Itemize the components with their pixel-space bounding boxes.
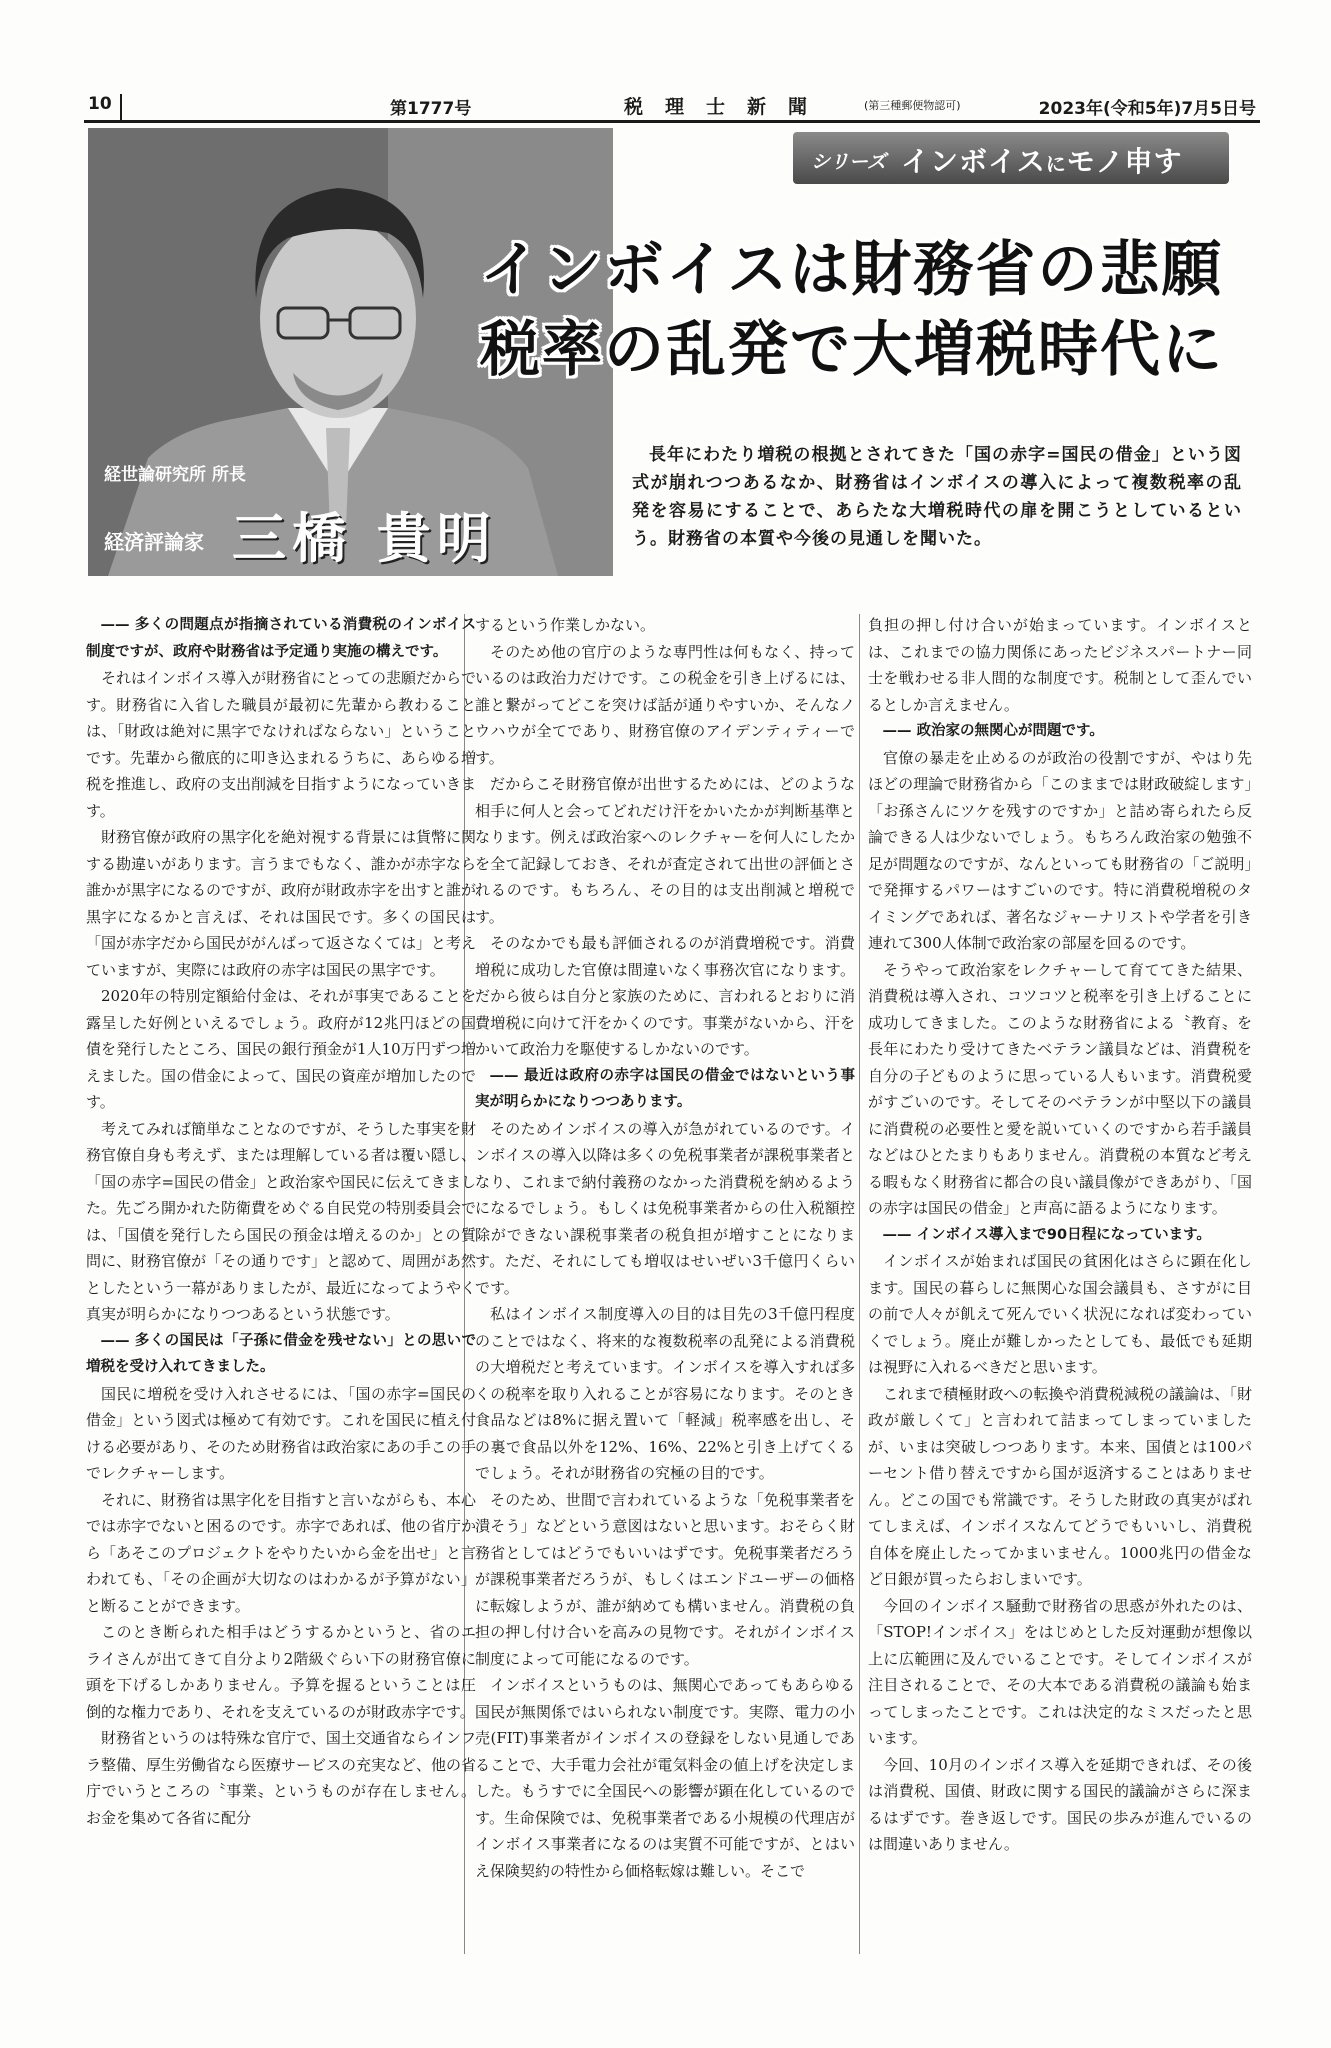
interview-question: —— 多くの問題点が指摘されている消費税のインボイス制度ですが、政府や財務省は予定通り実施の構えです。 — [86, 612, 476, 665]
paragraph: そうやって政治家をレクチャーして育ててきた結果、消費税は導入され、コツコツと税率を引き上げることに成功してきました。このような財務省による〝教育〟を長年にわたり受けてきたベテラン議員などは、消費税を自分の子どものように思っている人もいます。消費税愛がすごいのです。そしてそのベテランが中堅以下の議員に消費税の必要性と愛を説いていくのですから若手議員などはひとたまりもありません。消費税の本質など考える暇もなく財務省に都合の良い議員像ができあがり、「国の赤字は国民の借金」と声高に語るようになります。 — [868, 960, 1252, 1217]
article-column-2 — [475, 612, 855, 1962]
headline-line-1: インボイスは財務省の悲願 — [480, 235, 1224, 305]
paragraph: 2020年の特別定額給付金は、それが事実であることを露呈した好例といえるでしょう。政府が12兆円ほどの国債を発行したところ、国民の銀行預金が1人10万円ずつ増えました。国の借金によって、国民の資産が増加したのです。 — [86, 987, 476, 1111]
paragraph: 考えてみれば簡単なことなのですが、そうした事実を財務官僚自身も考えず、または理解している者は覆い隠し、「国の赤字=国民の借金」と政治家や国民に伝えてきました。先ごろ開かれた防衛費をめぐる自民党の特別委員会では、「国債を発行したら国民の預金は増えるのか」との質問に、財務官僚が「その通りです」と認めて、周囲があ然としたという一幕がありましたが、最近になってようやく真実が明らかになりつつあるという状態です。 — [86, 1119, 476, 1323]
paragraph: 国民に増税を受け入れさせるには、「国の赤字=国民の借金」という図式は極めて有効です。これを国民に植え付ける必要があり、そのため財務省は政治家にあの手この手でレクチャーします。 — [86, 1384, 476, 1482]
headline-line-2: 税率の乱発で大増税時代に — [480, 315, 1224, 385]
page-number: 10 — [88, 94, 122, 120]
byline-title: 経済評論家 — [104, 530, 204, 554]
interview-question: —— 政治家の無関心が問題です。 — [868, 718, 1252, 745]
paragraph: 官僚の暴走を止めるのが政治の役割ですが、やはり先ほどの理論で財務省から「このままでは財政破綻します」「お孫さんにツケを残すのですか」と詰め寄られたら反論できる人は少ないでしょう。もちろん政治家の勉強不足が問題なのですが、なんといっても財務省の「ご説明」で発揮するパワーはすごいのです。特に消費税増税のタイミングであれば、著名なジャーナリストや学者を引き連れて300人体制で政治家の部屋を回るのです。 — [868, 748, 1252, 952]
series-title-b: モノ申す — [1066, 145, 1183, 178]
interview-question: —— インボイス導入まで90日程になっています。 — [868, 1222, 1252, 1249]
byline-name: 三橋 貴明 — [232, 507, 497, 570]
lead-paragraph: 長年にわたり増税の根拠とされてきた「国の赤字=国民の借金」という図式が崩れつつあるなか、財務省はインボイスの導入によって複数税率の乱発を容易にすることで、あらたな大増税時代の扉を開こうとしているという。財務省の本質や今後の見通しを聞いた。 — [632, 445, 1242, 549]
series-banner — [793, 132, 1229, 184]
column-divider — [859, 614, 860, 1954]
masthead — [84, 86, 1260, 123]
paragraph: これまで積極財政への転換や消費税減税の議論は、「財政が厳しくて」と言われて詰まってしまっていましたが、いまは突破しつつあります。本来、国債とは100パーセント借り替えですから国が返済することはありません。どこの国でも常識です。そうした財政の真実がばれてしまえば、インボイスなんてどうでもいいし、消費税自体を廃止したってかまいません。1000兆円の借金など日銀が買ったらおしまいです。 — [868, 1384, 1252, 1588]
interview-question: —— 最近は政府の赤字は国民の借金ではないという事実が明らかになりつつあります。 — [475, 1063, 855, 1116]
paragraph: インボイスが始まれば国民の貧困化はさらに顕在化します。国民の暮らしに無関心な国会議員も、さすがに目の前で人々が飢えて死んでいく状況になれば変わっていくでしょう。廃止が難しかったとしても、最低でも延期は視野に入れるべきだと思います。 — [868, 1252, 1252, 1376]
paragraph: するという作業しかない。 — [475, 616, 656, 634]
issue-number: 第1777号 — [390, 99, 472, 119]
paragraph: そのため他の官庁のような専門性は何もなく、持っているのは政治力だけです。この税金を引き上げるには、誰と繋がってどこを突けば話が通りやすいか、そんなノウハウが全てであり、財務官僚のアイデンティティーです。 — [475, 642, 855, 767]
series-prefix: シリーズ — [811, 151, 887, 173]
article-column-3 — [868, 612, 1252, 1962]
paragraph: そのため、世間で言われているような「免税事業者を潰そう」などという意図はないと思います。おそらく財務省としてはどうでもいいはずです。免税事業者だろうが課税事業者だろうが、もしくはエンドユーザーの価格に転嫁しようが、誰が納めても構いません。消費税の負担の押し付け合いを高みの見物です。それがインボイス制度によって可能になるのです。 — [475, 1490, 855, 1668]
paragraph: それはインボイス導入が財務省にとっての悲願だからです。財務省に入省した職員が最初に先輩から教わることは、「財政は絶対に黒字でなければならない」ということです。先輩から徹底的に叩き込まれるうちに、あらゆる増税を推進し、政府の支出削減を目指すようになっていきます。 — [86, 669, 476, 820]
paragraph: それに、財務省は黒字化を目指すと言いながらも、本心では赤字でないと困るのです。赤字であれば、他の省庁から「あそこのプロジェクトをやりたいから金を出せ」と言われても、「その企画が大切なのはわかるが予算がない」と断ることができます。 — [86, 1490, 476, 1615]
series-title-a: インボイス — [901, 145, 1046, 178]
paragraph: 今回、10月のインボイス導入を延期できれば、その後は消費税、国債、財政に関する国民的議論がさらに深まるはずです。巻き返しです。国民の歩みが進んでいるのは間違いありません。 — [868, 1755, 1252, 1853]
interview-question: —— 多くの国民は「子孫に借金を残せない」との思いで増税を受け入れてきました。 — [86, 1328, 476, 1381]
paragraph: 財務省というのは特殊な官庁で、国土交通省ならインフラ整備、厚生労働省なら医療サービスの充実など、他の省庁でいうところの〝事業〟というものが存在しません。お金を集めて各省に配分 — [86, 1729, 476, 1827]
postal-note: (第三種郵便物認可) — [864, 99, 961, 112]
issue-date: 2023年(令和5年)7月5日号 — [1038, 99, 1256, 119]
byline-organization: 経世論研究所 所長 — [104, 465, 246, 485]
paragraph: 今回のインボイス騒動で財務省の思惑が外れたのは、「STOP!インボイス」をはじめとした反対運動が想像以上に広範囲に及んでいることです。そしてインボイスが注目されることで、その大本である消費税の議論も始まってしまったことです。これは決定的なミスだったと思います。 — [868, 1596, 1252, 1747]
series-title — [901, 140, 1182, 180]
series-title-particle: に — [1045, 152, 1067, 176]
paragraph: 私はインボイス制度導入の目的は目先の3千億円程度のことではなく、将来的な複数税率の乱発による消費税の大増税だと考えています。インボイスを導入すれば多くの税率を取り入れることが容易になります。そのとき食品などは8%に据え置いて「軽減」税率感を出し、その裏で食品以外を12%、16%、22%と引き上げてくるでしょう。それが財務省の究極の目的です。 — [475, 1305, 855, 1482]
paragraph: そのためインボイスの導入が急がれているのです。インボイスの導入以降は多くの免税事業者が課税事業者となり、これまで納付義務のなかった消費税を納めるようになるでしょう。もしくは免税事業者からの仕入税額控除ができない課税事業者の税負担が増すことになります。ただ、それにしても増収はせいぜい3千億円くらいです。 — [475, 1119, 855, 1297]
paragraph: そのなかでも最も評価されるのが消費増税です。消費増税に成功した官僚は間違いなく事務次官になります。だから彼らは自分と家族のために、言われるとおりに消費増税に向けて汗をかくのです。事業がないから、汗をかいて政治力を駆使するしかないのです。 — [475, 934, 855, 1058]
paragraph: 負担の押し付け合いが始まっています。インボイスとは、これまでの協力関係にあったビジネスパートナー同士を戦わせる非人間的な制度です。税制として歪んでいるとしか言えません。 — [868, 616, 1252, 714]
article-column-1 — [86, 612, 476, 1962]
paragraph: このとき断られた相手はどうするかというと、省のエライさんが出てきて自分より2階級ぐらい下の財務官僚に頭を下げるしかありません。予算を握るということは圧倒的な権力であり、それを支えているのが財政赤字です。 — [86, 1623, 476, 1721]
newspaper-name: 税理士新聞 — [624, 96, 830, 118]
paragraph: インボイスというものは、無関心であってもあらゆる国民が無関係ではいられない制度です。実際、電力の小売(FIT)事業者がインボイスの登録をしない見通しであることで、大手電力会社が電気料金の値上げを決定しました。もうすでに全国民への影響が顕在化しているのです。生命保険では、免税事業者である小規模の代理店がインボイス事業者になるのは実質不可能ですが、とはいえ保険契約の特性から価格転嫁は難しい。そこで — [475, 1676, 855, 1880]
paragraph: 財務官僚が政府の黒字化を絶対視する背景には貨幣に関する勘違いがあります。言うまでもなく、誰かが赤字なら誰かが黒字になるのですが、政府が財政赤字を出すと誰が黒字になるかと言えば、それは国民です。多くの国民は「国が赤字だから国民ががんばって返さなくては」と考えていますが、実際には政府の赤字は国民の黒字です。 — [86, 828, 476, 979]
paragraph: だからこそ財務官僚が出世するためには、どのような相手に何人と会ってどれだけ汗をかいたかが判断基準となります。例えば政治家へのレクチャーを何人にしたかを全て記録しておき、それが査定されて出世の評価とされるのです。もちろん、その目的は支出削減と増税です。 — [475, 775, 855, 926]
